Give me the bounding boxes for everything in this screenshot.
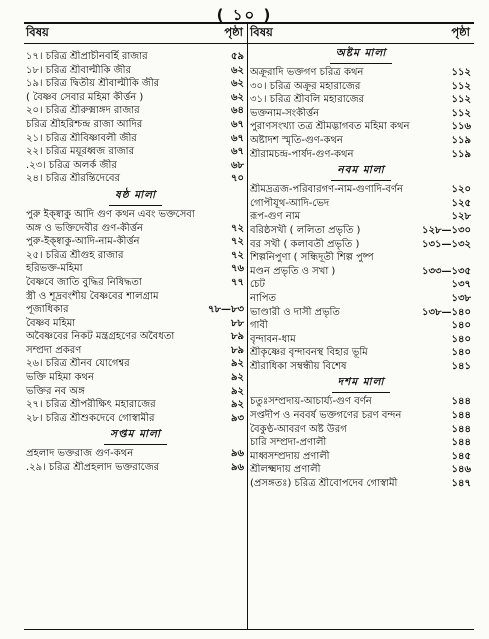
entry-title: ২৮। চরিত্র শ্রীশুকদেবে গোস্বামীর: [26, 412, 155, 424]
index-entry: [248, 251, 474, 265]
entry-title: শিল্পনিপুণা ( সন্ধিদূতী শিল্প পুষ্প: [250, 252, 374, 264]
index-entry: [24, 344, 247, 358]
entry-title: চারি সম্প্রদা-প্রণালী: [250, 437, 327, 449]
index-entry: [24, 303, 247, 317]
entry-page: ১৪৪: [451, 423, 471, 435]
entry-title: পুরু-ইক্ষ্বাকু-আদি-নাম-কীর্ত্তন: [26, 236, 140, 248]
entry-page: ৭৬: [230, 263, 244, 275]
entry-title: শ্রীকৃষ্ণের বৃন্দাবনস্থ বিহার ভূমি: [250, 347, 368, 359]
index-entry: [248, 436, 474, 450]
section-title-8: অষ্টম মালা: [248, 44, 474, 66]
entry-title: চেট: [250, 279, 265, 291]
index-entry: [248, 278, 474, 292]
index-entry: [24, 371, 247, 385]
right-entries-2: [248, 183, 474, 373]
left-column: [24, 24, 247, 629]
entry-page: ১৪০: [451, 320, 471, 332]
entry-title: .২৩। চরিত্র অলর্ক জীর: [26, 159, 117, 171]
index-entry: [24, 64, 247, 78]
entry-page: ৬৭: [230, 146, 244, 158]
entry-page: ১৪৪: [451, 410, 471, 422]
entry-title: অষ্টাদশ স্মৃতি-গুণ-কথন: [250, 134, 343, 146]
index-entry: [24, 262, 247, 276]
entry-title: ২৪। চরিত্র শ্রীরন্তিদেবের: [26, 173, 121, 185]
entry-title: ৩১। চরিত্র শ্রীবলি মহারাজের: [250, 94, 365, 106]
right-entries-3: [248, 395, 474, 490]
entry-page: ১৪৪: [451, 396, 471, 408]
entry-title: প্রহলাদ ভক্তরাজ গুণ-কথন: [26, 448, 134, 460]
index-entry: [248, 183, 474, 197]
entry-page: ১৩৮—১৪০: [422, 306, 471, 318]
index-entry: [24, 91, 247, 105]
entry-title: ভাণ্ডারী ও দাসী প্রভৃতি: [250, 306, 340, 318]
index-entry: [248, 333, 474, 347]
index-entry: [248, 66, 474, 80]
right-column: [248, 24, 474, 629]
entry-page: ৬২: [230, 64, 244, 76]
entry-title: অবৈষ্ণবের নিকট মন্ত্রগ্রহণের অবৈধতা: [26, 331, 175, 343]
entry-title: ২৬। চরিত্র শ্রীনব যোগেশ্বর: [26, 358, 130, 370]
index-entry: [248, 360, 474, 374]
entry-page: ৯২: [231, 399, 244, 411]
entry-title: পুরু ইক্ষ্বাকু আদি গুণ কথন এবং ভক্তসেবা: [26, 208, 195, 220]
entry-page: ৭৭: [230, 276, 244, 288]
right-header-row: [248, 24, 474, 44]
left-entries-2: [24, 208, 247, 426]
index-entry: [248, 93, 474, 107]
index-entry: [24, 235, 247, 249]
entry-title: রূপ-গুণ নাম: [250, 211, 301, 223]
entry-title: (প্রসঙ্গতঃ) চরিত্র শ্রীবোপদেব গোস্বামী: [250, 478, 398, 490]
index-entry: [24, 357, 247, 371]
index-entry: [24, 50, 247, 64]
entry-title: মণ্ডন প্রভৃতি ও সখা ): [250, 265, 336, 277]
subject-header: বিষয়: [250, 25, 273, 39]
entry-title: পূজাধিকার: [26, 304, 69, 316]
entry-page: ৮৯: [231, 344, 244, 356]
entry-page: ৭৮—৮৩: [208, 304, 244, 316]
entry-page: ১৪৭: [451, 478, 471, 490]
entry-page: ৫৯: [231, 51, 244, 62]
entry-page: ১২৮: [451, 211, 471, 223]
entry-page: ৭২: [230, 249, 244, 261]
entry-title: সম্প্রদা প্রকরণ: [26, 344, 82, 356]
entry-title: ভক্তির নব অঙ্গ: [26, 385, 85, 397]
entry-page: ৮৯: [231, 331, 244, 343]
index-entry: [24, 159, 247, 173]
entry-title: মাধ্বসম্প্রদায় প্রণালী: [250, 450, 330, 462]
entry-title: বৈকুণ্ঠ-আবরণ অষ্ট উরগ: [250, 423, 347, 435]
entry-page: ৮৮: [231, 317, 244, 329]
entry-page: ১২০: [451, 184, 471, 196]
entry-page: ১৩৭: [451, 279, 471, 291]
entry-page: ১১৯: [451, 148, 471, 160]
index-entry: [248, 238, 474, 252]
index-entry: [24, 398, 247, 412]
entry-page: ৬৮: [231, 159, 244, 171]
entry-page: ১৩১—১৩২: [422, 238, 471, 250]
entry-page: ১১৬: [451, 121, 471, 133]
entry-page: ১১২: [451, 67, 471, 78]
entry-title: নাপিত: [250, 292, 277, 304]
entry-title: বৈষ্ণব মহিমা: [26, 317, 76, 329]
section-title-6: ষষ্ঠ মালা: [24, 186, 247, 208]
subject-header: বিষয়: [26, 25, 49, 39]
index-entry: [24, 317, 247, 331]
entry-page: ৬৪: [231, 105, 244, 117]
index-entry: [248, 224, 474, 238]
entry-title: ২২। চরিত্র ময়ূরধ্বজ রাজার: [26, 146, 135, 158]
entry-page: ১৩৩—১৩৫: [422, 265, 471, 277]
entry-page: ১৪৫: [451, 450, 471, 462]
left-header-row: [24, 24, 247, 44]
entry-page: ৭০: [230, 173, 244, 185]
index-entry: [24, 132, 247, 146]
entry-title: ২৭। চরিত্র শ্রীপরীক্ষিৎ মহারাজের: [26, 399, 156, 411]
entry-page: ১১২: [451, 94, 471, 106]
entry-page: ১২৮—১৩০: [422, 224, 471, 236]
entry-page: ১১২: [451, 80, 471, 92]
entry-page: ৯২: [231, 358, 244, 370]
section-title-9: নবম মালা: [248, 161, 474, 183]
entry-page: ১৩৮: [451, 292, 471, 304]
entry-title: .২৯। চরিত্র শ্রীপ্রহলাদ ভক্তরাজের: [26, 462, 160, 474]
entry-page: ৬২: [230, 78, 244, 90]
page-number: ( ১০ ): [216, 6, 273, 24]
index-entry: [248, 265, 474, 279]
index-entry: [24, 412, 247, 426]
index-table: [24, 22, 474, 630]
entry-page: ৯৬: [231, 462, 244, 474]
right-entries-1: [248, 66, 474, 161]
index-entry: [248, 423, 474, 437]
index-entry: [24, 276, 247, 290]
page-header: পৃষ্ঠা: [224, 25, 243, 39]
page-header: পৃষ্ঠা: [451, 25, 470, 39]
entry-title: ( বৈষ্ণব সেবার মহিমা কীর্ত্তন ): [26, 91, 144, 103]
entry-title: বৈষ্ণবে জাতি বুদ্ধির নিষিদ্ধতা: [26, 276, 142, 288]
entry-page: ৭২: [230, 222, 244, 234]
left-entries-1: [24, 50, 247, 186]
entry-title: গাবী: [250, 320, 268, 332]
entry-title: স্ত্রী ও শূদ্রবংশীয় বৈষ্ণবের শালগ্রাম: [26, 290, 159, 302]
entry-page: ৬২: [230, 91, 244, 103]
index-entry: [24, 77, 247, 91]
index-entry: [248, 80, 474, 94]
entry-title: বৃন্দাবন-ধাম: [250, 333, 296, 345]
entry-page: ১১৯: [451, 134, 471, 146]
index-entry: [24, 118, 247, 132]
entry-title: শ্রীমদ্রত্রজ-পরিবারগণ-নাম-গুণাদি-বর্ণন: [250, 184, 403, 196]
entry-title: চতুঃসম্প্রদায়-আচার্য্য-গুণ বর্ণন: [250, 396, 372, 408]
section-title-10: দশম মালা: [248, 373, 474, 395]
index-entry: [248, 107, 474, 121]
entry-title: পুরাণসংখ্যা তত্র শ্রীমদ্ভাগবত মহিমা কথন: [250, 121, 410, 133]
index-entry: [24, 222, 247, 236]
entry-page: ১৪১: [451, 360, 471, 372]
entry-page: ১১২: [451, 107, 471, 119]
entry-title: ভক্তনাম-সংকীর্ত্তন: [250, 107, 320, 119]
index-entry: [248, 319, 474, 333]
index-entry: [248, 120, 474, 134]
entry-page: ৯২: [231, 372, 244, 384]
index-entry: [24, 104, 247, 118]
entry-title: ১৭। চরিত্র শ্রীপ্রাচীনবর্হি রাজার: [26, 51, 148, 62]
entry-title: গোপীযূথ-আদি-ভেদ: [250, 197, 330, 209]
left-entries-3: [24, 447, 247, 474]
index-entry: [24, 447, 247, 461]
entry-title: শ্রীলক্ষ্মদায় প্রণালী: [250, 464, 321, 476]
entry-page: ৬৭: [230, 118, 244, 130]
entry-title: ৩০। চরিত্র অক্রূর মহারাজের: [250, 80, 361, 92]
index-entry: [24, 330, 247, 344]
entry-title: বরিষ্ঠসখী ( ললিতা প্রভৃতি ): [250, 224, 361, 236]
entry-title: চরিত্র শ্রীহরিশ্চন্দ্র রাজা আদির: [26, 118, 143, 130]
entry-title: বর সখী ( কলাবতী প্রভৃতি ): [250, 238, 360, 250]
entry-page: ১৪৪: [451, 437, 471, 449]
entry-title: ১৮। চরিত্র শ্রীবাল্মীকি জীর: [26, 64, 131, 76]
entry-page: ৯৩: [231, 412, 244, 424]
index-entry: [24, 208, 247, 222]
entry-title: ২০। চরিত্র শ্রীরুক্মাঙ্গদ রাজার: [26, 105, 140, 117]
entry-title: অক্রূরাদি ভক্তগণ চরিত্র কথন: [250, 67, 364, 78]
entry-title: ভক্তি মহিমা কথন: [26, 372, 94, 384]
index-entry: [248, 134, 474, 148]
index-entry: [248, 450, 474, 464]
entry-page: ১৪০: [451, 347, 471, 359]
entry-page: ১২৫: [451, 197, 471, 209]
entry-title: হরিভক্ত-মহিমা: [26, 263, 83, 275]
entry-title: ২৫। চরিত্র শ্রীগুহ রাজার: [26, 249, 124, 261]
index-entry: [248, 409, 474, 423]
index-entry: [248, 346, 474, 360]
index-entry: [24, 172, 247, 186]
index-entry: [24, 385, 247, 399]
index-entry: [248, 292, 474, 306]
entry-title: অঙ্গ ও ভক্তিদেবীর গুণ-কীর্ত্তন: [26, 222, 143, 234]
entry-page: ১৪৬: [451, 464, 471, 476]
entry-page: ৯৬: [231, 448, 244, 460]
entry-title: শ্রীরামচন্দ্র-পার্ষদ-গুণ-কথন: [250, 148, 354, 160]
entry-title: ১৯। চরিত্র দ্বিতীয় শ্রীবাল্মীকি জীর: [26, 78, 160, 90]
index-entry: [248, 197, 474, 211]
index-entry: [248, 306, 474, 320]
index-entry: [24, 290, 247, 304]
entry-page: ৭২: [230, 236, 244, 248]
entry-page: ৯২: [231, 385, 244, 397]
entry-title: সপ্তদীপ ও নববর্ষ ভক্তগণের চরণ বন্দন: [250, 410, 402, 422]
index-entry: [248, 463, 474, 477]
index-entry: [24, 249, 247, 263]
index-entry: [248, 477, 474, 491]
index-entry: [24, 145, 247, 159]
index-entry: [24, 461, 247, 475]
entry-page: ১৪০: [451, 333, 471, 345]
index-entry: [248, 148, 474, 162]
entry-title: শ্রীরাধিকা সম্বন্ধীয় বিশেষ: [250, 360, 347, 372]
index-entry: [248, 395, 474, 409]
section-title-7: সপ্তম মালা: [24, 425, 247, 447]
index-entry: [248, 210, 474, 224]
entry-title: ২১। চরিত্র শ্রীবিষ্ণাবলী জীর: [26, 132, 137, 144]
entry-page: ৬৭: [230, 132, 244, 144]
